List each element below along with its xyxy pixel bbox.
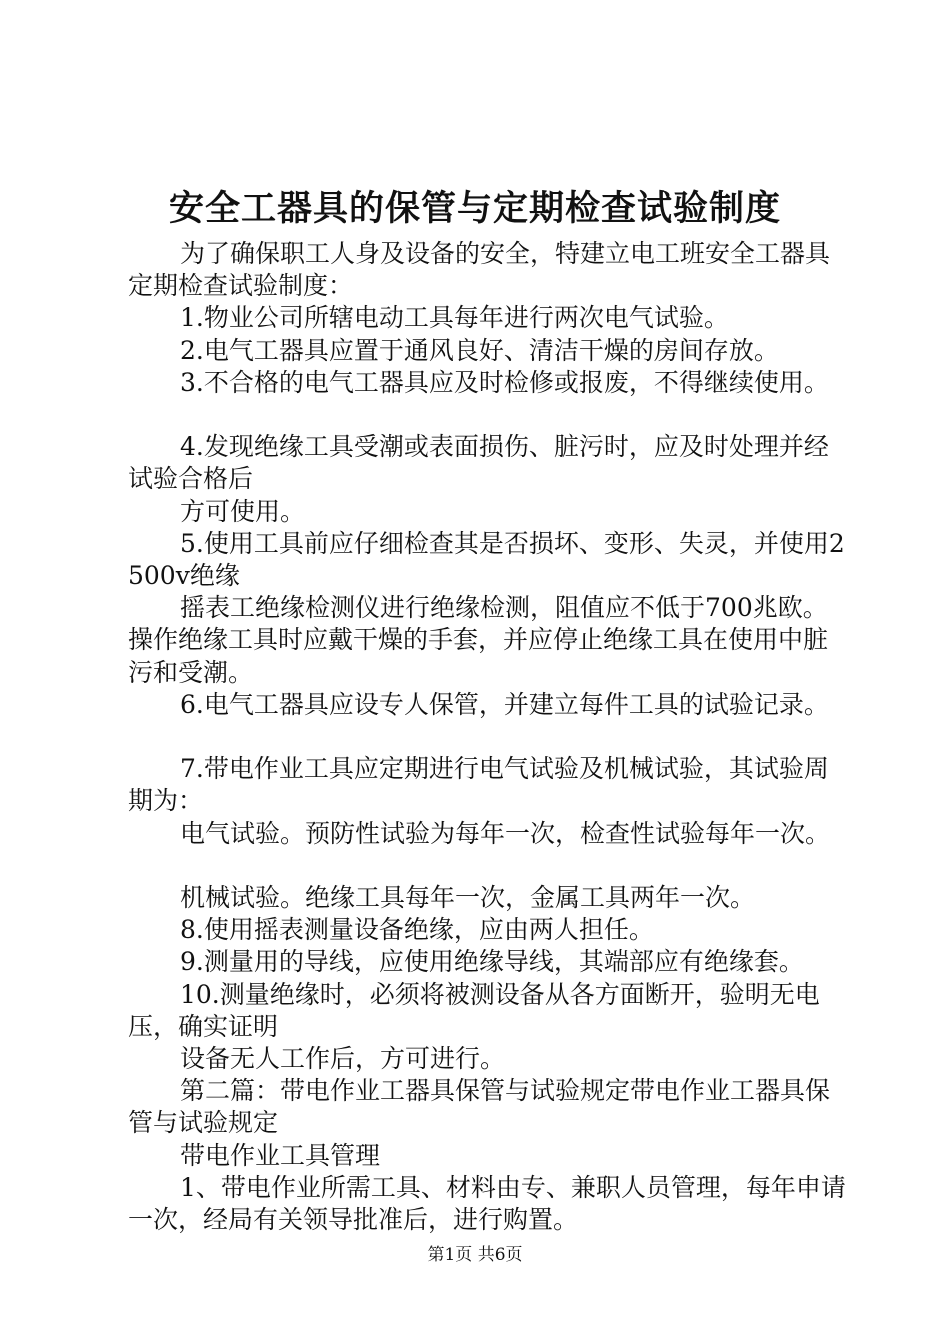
blank-line (128, 399, 848, 431)
paragraph-item-7-mechanical: 机械试验。绝缘工具每年一次，金属工具两年一次。 (180, 883, 756, 913)
paragraph-item-10-cont: 设备无人工作后，方可进行。 (180, 1044, 506, 1074)
paragraph-tool-management: 带电作业工具管理 (180, 1140, 381, 1170)
blank-line (128, 721, 848, 753)
paragraph-item-2: 2.电气工器具应置于通风良好、清洁干燥的房间存放。 (180, 335, 779, 365)
paragraph-item-6: 6.电气工器具应设专人保管，并建立每件工具的试验记录。 (180, 689, 829, 719)
paragraph-item-1: 1.物业公司所辖电动工具每年进行两次电气试验。 (180, 303, 729, 333)
paragraph-item-10: 10.测量绝缘时，必须将被测设备从各方面断开，验明无电压，确实证明 (128, 979, 820, 1041)
paragraph-item-3: 3.不合格的电气工器具应及时检修或报废，不得继续使用。 (180, 367, 829, 397)
blank-line (128, 850, 848, 882)
paragraph-intro: 为了确保职工人身及设备的安全，特建立电工班安全工器具定期检查试验制度： (128, 239, 831, 301)
paragraph-item-4-cont: 方可使用。 (180, 496, 306, 526)
paragraph-item-7-electrical: 电气试验。预防性试验为每年一次，检查性试验每年一次。 (180, 818, 831, 848)
paragraph-item-9: 9.测量用的导线，应使用绝缘导线，其端部应有绝缘套。 (180, 947, 804, 977)
paragraph-management-1: 1、带电作业所需工具、材料由专、兼职人员管理，每年申请一次，经局有关领导批准后，进行购置。 (128, 1172, 846, 1235)
document-body (128, 238, 848, 1236)
paragraph-item-4: 4.发现绝缘工具受潮或表面损伤、脏污时，应及时处理并经试验合格后 (128, 432, 829, 494)
page-number-footer: 第1页 共6页 (427, 1245, 523, 1265)
paragraph-section-2-heading: 第二篇：带电作业工器具保管与试验规定带电作业工器具保管与试验规定 (128, 1076, 831, 1138)
paragraph-item-7: 7.带电作业工具应定期进行电气试验及机械试验，其试验周期为： (128, 754, 829, 816)
paragraph-item-8: 8.使用摇表测量设备绝缘，应由两人担任。 (180, 915, 654, 945)
paragraph-item-5-cont: 摇表工绝缘检测仪进行绝缘检测，阻值应不低于700兆欧。操作绝缘工具时应戴干燥的手套，并应停止绝缘工具在使用中脏污和受潮。 (128, 593, 829, 687)
document-title: 安全工器具的保管与定期检查试验制度 (168, 189, 781, 229)
paragraph-item-5: 5.使用工具前应仔细检查其是否损坏、变形、失灵，并使用2500v绝缘 (128, 528, 845, 591)
